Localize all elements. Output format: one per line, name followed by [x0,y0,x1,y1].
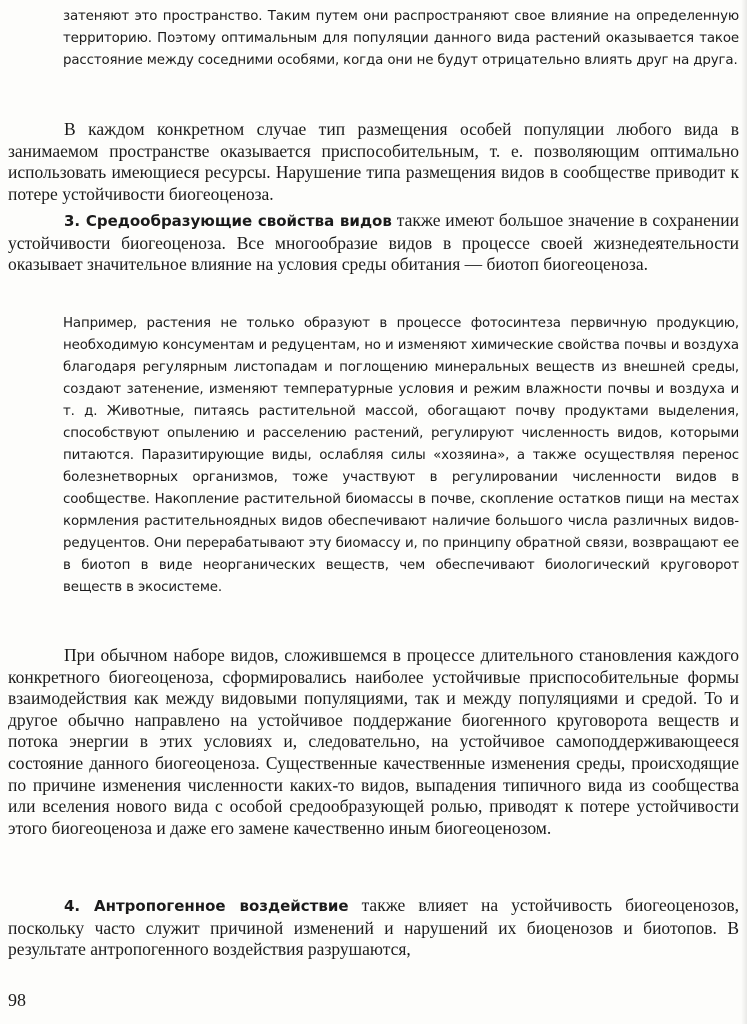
paragraph-text: В каждом конкретном случае тип размещения особей популяции любого вида в занимаемом пространстве оказывается приспособительным, т. е. позволяющим оптимально использовать имеющиеся ресурсы. Нарушение типа размещения видов в сообществе приводит к потере устойчивости биогеоценоза. [8,119,739,204]
body-paragraph-anthropogenic [8,895,739,961]
section-lead-anthropogenic: 4. Антропогенное воздействие [64,897,349,915]
note-paragraph-top: затеняют это пространство. Таким путем они распространяют свое влияние на определенную территорию. Поэтому оптимальным для популяции данного вида растений оказывается такое расстояние между соседними особями, когда они не будут отрицательно влиять друг на друга. [63,9,739,68]
page-number: 98 [8,990,26,1010]
section-lead-environment: 3. Средообразующие свойства видов [64,212,392,230]
body-paragraph-environment [8,210,739,276]
note-paragraph-example: Например, растения не только образуют в процессе фотосинтеза первичную продукцию, необходимую консументам и редуцентам, но и изменяют химические свойства почвы и воздуха благодаря регулярным листопадам и поглощению минеральных веществ из внешней среды, создают затенение, изменяют температурные условия и режим влажности почвы и воздуха и т. д. Животные, питаясь растительной массой, обогащают почву продуктами выделения, способствуют опылению и расселению растений, регулируют численность видов, которыми питаются. Паразитирующие виды, ослабляя силы «хозяина», а также осуществляя перенос болезнетворных организмов, тоже участвуют в регулировании численности видов в сообществе. Накопление растительной биомассы в почве, скопление остатков пищи на местах кормления растительноядных видов обеспечивают наличие большого числа различных видов-редуцентов. Они перерабатывают эту биомассу и, по принципу обратной связи, возвращают ее в биотоп в виде неорганических веществ, чем обеспечивают биологический круговорот веществ в экосистеме. [63,316,739,595]
body-paragraph-placement [8,119,739,205]
paragraph-text: также влияет на устойчивость биогеоценозов, поскольку часто служит причиной изменений и нарушений их биоценозов и биотопов. В результате антропогенного воздействия разрушаются, [8,895,740,960]
paragraph-text: При обычном наборе видов, сложившемся в процессе длительного становления каждого конкретного биогеоценоза, сформировались наиболее устойчивые приспособительные формы взаимодействия как между видовыми популяциями, так и между популяциями и средой. То и другое обычно направлено на устойчивое поддержание биогенного круговорота веществ и потока энергии в этих условиях и, следовательно, на устойчивое самоподдерживающееся состояние данного биогеоценоза. Существенные качественные изменения среды, происходящие по причине изменения численности каких-то видов, выпадения типичного вида из сообщества или вселения нового вида с особой средообразующей ролью, приводят к потере устойчивости этого биогеоценоза и даже его замене качественно иным биогеоценозом. [8,645,739,838]
body-paragraph-species-set [8,645,739,839]
paragraph-text: также имеют большое значение в сохранении устойчивости биогеоценоза. Все многообразие видов в процессе своей жизнедеятельности оказывает значительное влияние на условия среды обитания — биотоп биогеоценоза. [8,210,739,275]
page-edge-shadow [741,0,747,1024]
